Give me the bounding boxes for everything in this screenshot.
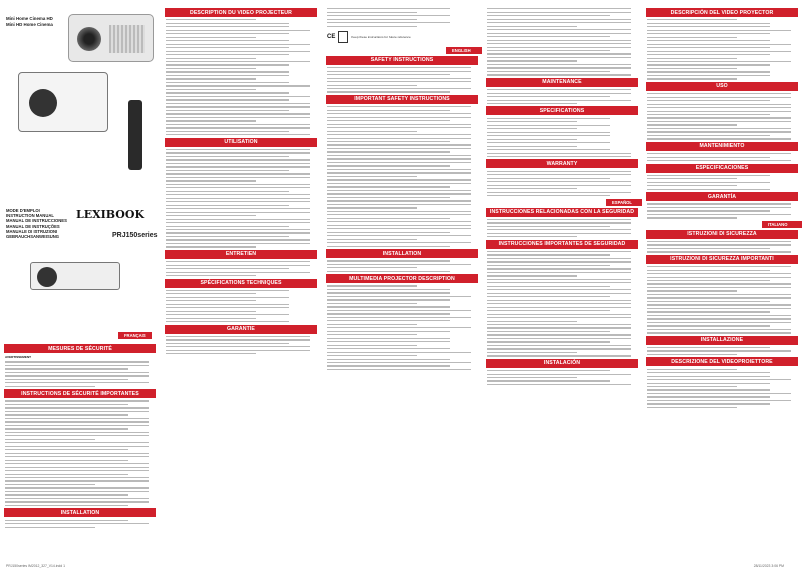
remote-control-icon: [128, 100, 142, 170]
manual-title-line: INSTRUCTION MANUAL: [6, 213, 54, 219]
section-header: SPECIFICATIONS: [486, 106, 638, 115]
print-footer: [6, 564, 796, 572]
manual-title-line: GEBRAUCHSANWEISUNG: [6, 234, 60, 240]
section-header: UTILISATION: [165, 138, 317, 147]
lens-diagram-icon: [29, 89, 57, 117]
projector-diagram: [18, 72, 108, 132]
text-block: [161, 261, 321, 276]
section-header: ISTRUZIONI DI SICUREZZA IMPORTANTI: [646, 255, 798, 264]
text-block: [642, 175, 802, 190]
model-reference: PRJ150series: [112, 232, 158, 239]
text-block: [161, 290, 321, 323]
projector-front-diagram: [10, 256, 150, 296]
section-header: GARANTIE: [165, 325, 317, 334]
language-tag-it: ITALIANO: [762, 221, 802, 228]
projector-photo: [68, 14, 154, 62]
manual-title-line: MANUAL DE INSTRUÇÕES: [6, 223, 60, 229]
front-lens-icon: [37, 267, 57, 287]
text-block: [482, 219, 642, 238]
panel-cover: [0, 6, 160, 562]
brand-logo: LEXIBOOK: [76, 208, 145, 221]
section-header: USO: [646, 82, 798, 91]
footer-filename: PRJ150series IM2012_327_V14.indd 1: [6, 564, 66, 568]
section-header: DESCRIZIONE DEL VIDEOPROIETTORE: [646, 357, 798, 366]
ce-recycling-block: [327, 30, 477, 44]
recycle-caption: Keep these instructions for future reference: [351, 34, 411, 39]
language-tag-en: ENGLISH: [446, 47, 482, 54]
section-header: SAFETY INSTRUCTIONS: [326, 56, 478, 65]
text-block: [322, 260, 482, 272]
section-header: MESURES DE SÉCURITÉ: [4, 344, 156, 353]
text-block: [482, 118, 642, 158]
projector-front-unit: [30, 262, 120, 290]
footer-timestamp: 28/11/2023 3:06 PM: [753, 564, 784, 568]
section-header: INSTRUCTIONS DE SÉCURITÉ IMPORTANTES: [4, 389, 156, 398]
section-header: INSTRUCCIONES RELACIONADAS CON LA SEGURIDAD: [486, 208, 638, 217]
section-header: SPÉCIFICATIONS TECHNIQUES: [165, 279, 317, 288]
section-header: DESCRIPCIÓN DEL VIDEO PROYECTOR: [646, 8, 798, 17]
section-header: MAINTENANCE: [486, 78, 638, 87]
language-tag-es: ESPAÑOL: [606, 199, 642, 206]
text-block: [642, 369, 802, 409]
text-block: [482, 171, 642, 197]
cover-manual-titles: [6, 208, 67, 239]
text-block: [642, 266, 802, 334]
text-block: [642, 347, 802, 355]
text-block: [482, 370, 642, 385]
cover-title: [6, 16, 53, 27]
text-block: [322, 285, 482, 370]
language-tag-fr: FRANÇAIS: [118, 332, 152, 339]
section-header: MULTIMEDIA PROJECTOR DESCRIPTION: [326, 274, 478, 283]
section-header: MANTENIMIENTO: [646, 142, 798, 151]
text-block: [482, 89, 642, 104]
section-header: ENTRETIEN: [165, 250, 317, 259]
text-block: [482, 251, 642, 357]
manual-title-line: MANUAL DE INSTRUCCIONES: [6, 218, 67, 224]
section-header: WARRANTY: [486, 159, 638, 168]
section-header: INSTRUCCIONES IMPORTANTES DE SEGURIDAD: [486, 240, 638, 249]
section-header: IMPORTANT SAFETY INSTRUCTIONS: [326, 95, 478, 104]
section-header: INSTALACIÓN: [486, 359, 638, 368]
text-block: [642, 19, 802, 80]
text-block: [0, 400, 160, 506]
section-header: INSTALLAZIONE: [646, 336, 798, 345]
text-block: [322, 67, 482, 93]
text-block: [161, 149, 321, 248]
manual-title-line: MANUALE DI ISTRUZIONI: [6, 228, 58, 234]
warning-label: AVERTISSEMENT: [5, 355, 32, 359]
manual-title-line: MODE D'EMPLOI: [6, 208, 40, 213]
projector-grill: [109, 25, 145, 53]
projector-lens-icon: [77, 27, 101, 51]
text-block: [642, 241, 802, 253]
cover: [0, 12, 160, 342]
section-header: DESCRIPTION DU VIDEO PROJECTEUR: [165, 8, 317, 17]
panel-en-es: [482, 6, 642, 562]
text-block: [0, 361, 160, 387]
section-header: GARANTÍA: [646, 192, 798, 201]
cover-title-line: Mini Home Cinema HD: [6, 16, 53, 21]
ce-mark-icon: CE: [327, 33, 336, 40]
text-block: [322, 106, 482, 247]
text-block: [161, 336, 321, 355]
text-block: [642, 203, 802, 218]
text-block: [482, 8, 642, 76]
text-block: [322, 8, 482, 27]
panel-es-it: [642, 6, 802, 562]
section-header: INSTALLATION: [326, 249, 478, 258]
section-header: INSTALLATION: [4, 508, 156, 517]
text-block: [161, 19, 321, 135]
text-block: [642, 93, 802, 140]
section-header: ESPECIFICACIONES: [646, 164, 798, 173]
text-block: [0, 520, 160, 528]
recycle-bin-icon: [338, 31, 348, 43]
cover-title-line: Mini HD Home Cinema: [6, 21, 53, 27]
section-header: ISTRUZIONI DI SICUREZZA: [646, 230, 798, 239]
panel-fr-description: [161, 6, 321, 562]
text-block: [642, 153, 802, 161]
panel-en: [322, 6, 482, 562]
